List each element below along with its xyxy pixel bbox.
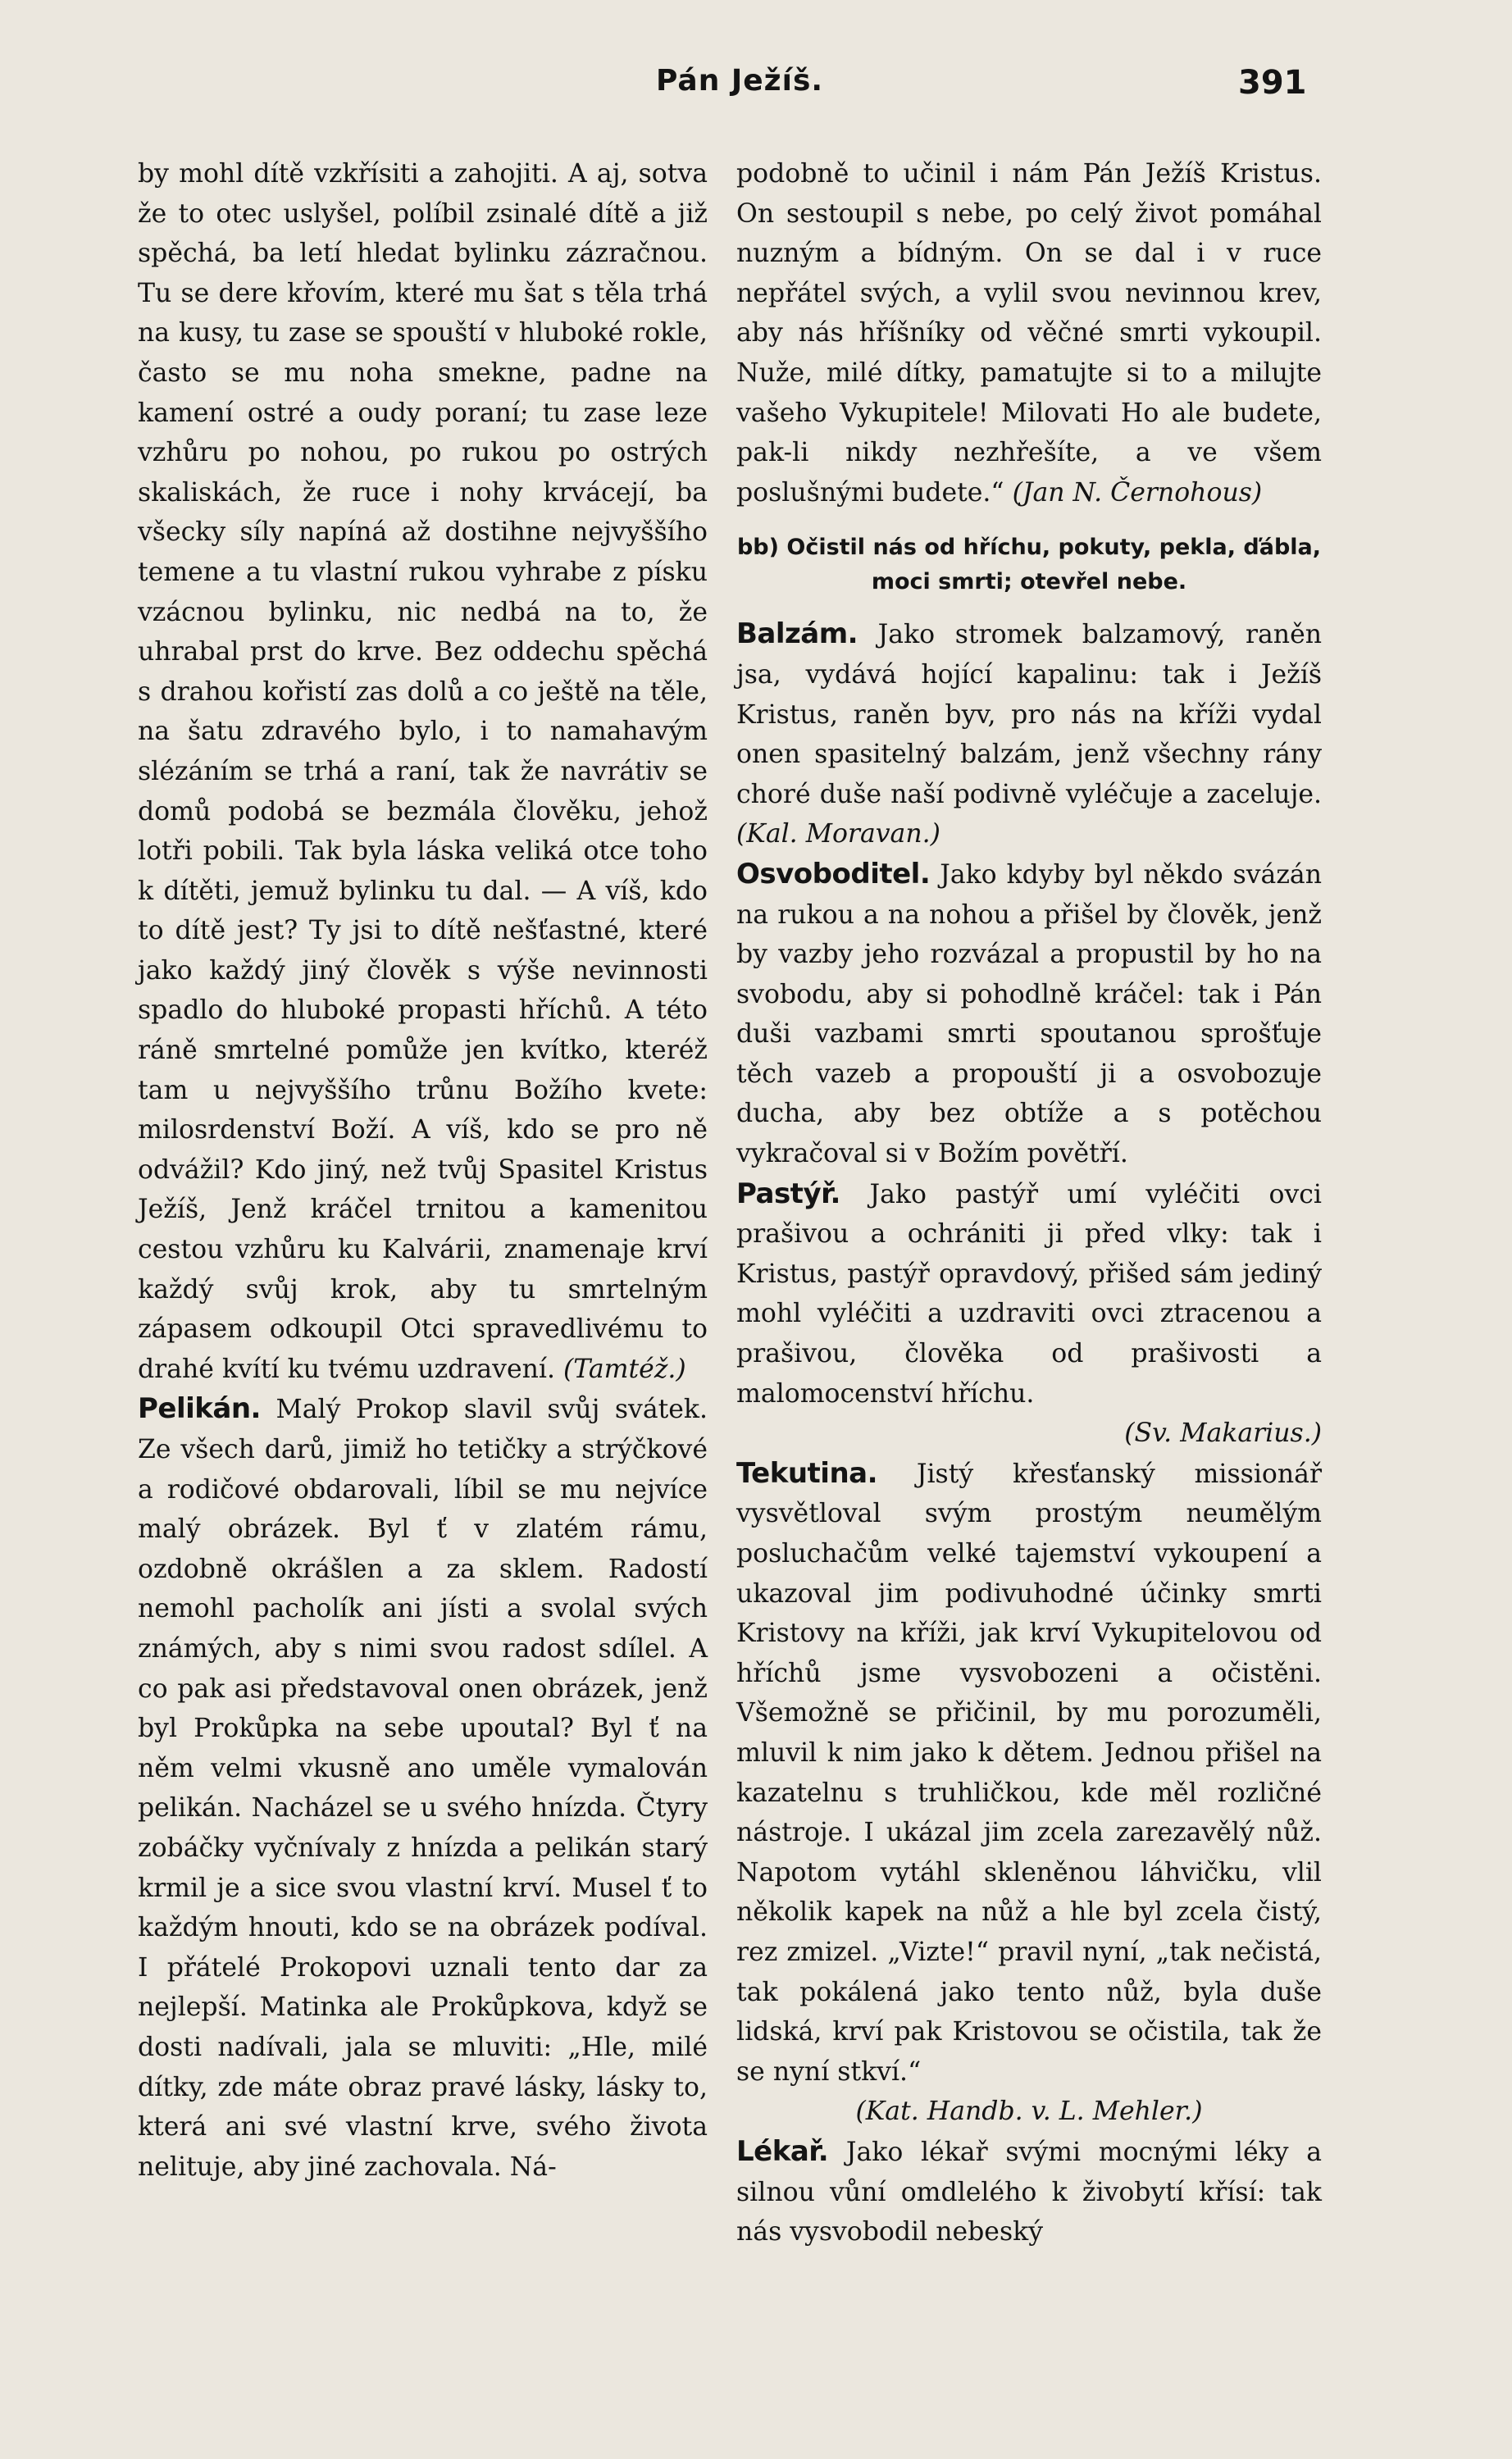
paragraph xyxy=(736,2132,1322,2252)
left-column xyxy=(138,154,708,2187)
entry-keyword: Lékař. xyxy=(736,2134,829,2168)
paragraph xyxy=(138,1389,708,2187)
source-citation: (Sv. Makarius.) xyxy=(1124,1418,1322,1449)
right-column xyxy=(736,154,1322,2252)
paragraph-text: Jistý křesťanský missionář vysvětloval svým prostým neumělým posluchačům velké tajemství vykoupení a ukazoval jim podivuhodné účinky smrti Kristovy na kříži, jak krví Vykupitelovou od hříchů jsme vysvobozeni a očistěni. Všemožně se přičinil, by mu porozuměli, mluvil k nim jako k dětem. Jednou přišel na kazatelnu s truhličkou, kde měl rozličné nástroje. I ukázal jim zcela zarezavělý nůž. Napotom vytáhl skleněnou láhvičku, vlil několik kapek na nůž a hle byl zcela čistý, rez zmizel. „Vizte!“ pravil nyní, „tak nečistá, tak pokálená jako tento nůž, byla duše lidská, krví pak Kristovou se očistila, tak že se nyní stkví.“ xyxy=(736,1459,1322,2087)
paragraph xyxy=(138,154,708,1389)
paragraph xyxy=(736,1174,1322,1414)
paragraph-text: Jako kdyby byl někdo svázán na rukou a na nohou a přišel by člověk, jenž by vazby jeho rozvázal a propustil by ho na svobodu, aby si pohodlně kráčel: tak i Pán duši vazbami smrti spoutanou sprošťuje těch vazeb a propouští ji a osvobozuje ducha, aby bez obtíže a s potěchou vykračoval si v Božím povětří. xyxy=(736,859,1323,1169)
paragraph xyxy=(736,854,1322,1174)
running-title: Pán Ježíš. xyxy=(656,64,824,98)
paragraph-text: Malý Prokop slavil svůj svátek. Ze všech darů, jimiž ho tetičky a strýčkové a rodičové obdarovali, líbil se mu nejvíce malý obrázek. Byl ť v zlatém rámu, ozdobně okrášlen a za sklem. Radostí nemohl pacholík ani jísti a svolal svých známých, aby s nimi svou radost sdílel. A co pak asi představoval onen obrázek, jenž byl Prokůpka na sebe upoutal? Byl ť na něm velmi vkusně ano uměle vymalován pelikán. Nacházel se u svého hnízda. Čtyry zobáčky vyčnívaly z hnízda a pelikán starý krmil je a sice svou vlastní krví. Musel ť to každým hnouti, kdo se na obrázek podíval. I přátelé Prokopovi uznali tento dar za nejlepší. Matinka ale Prokůpkova, když se dosti nadívali, jala se mluviti: „Hle, milé dítky, zde máte obraz pravé lásky, lásky to, která ani své vlastní krve, svého života nelituje, aby jiné zachovala. Ná- xyxy=(138,1395,708,2182)
entry-keyword: Balzám. xyxy=(736,617,858,651)
paragraph-text: Jako stromek balzamový, raněn jsa, vydává hojící kapalinu: tak i Ježíš Kristus, raněn byv, pro nás na kříži vydal onen spasitelný balzám, jenž všechny rány choré duše naší podivně vyléčuje a zaceluje. xyxy=(736,620,1322,809)
entry-keyword: Pelikán. xyxy=(138,1392,261,1426)
paragraph xyxy=(736,1454,1322,2092)
entry-keyword: Pastýř. xyxy=(736,1177,840,1210)
paragraph-text: Jako lékař svými mocnými léky a silnou vůní omdlelého k živobytí křísí: tak nás vysvobodil nebeský xyxy=(736,2137,1323,2247)
entry-keyword: Osvoboditel. xyxy=(736,857,931,890)
source-citation: (Kal. Moravan.) xyxy=(736,819,940,849)
paragraph xyxy=(736,614,1322,854)
section-subheading: bb) Očistil nás od hříchu, pokuty, pekla, ďábla, moci smrti; otevřel nebe. xyxy=(736,535,1322,595)
source-citation: (Tamtéž.) xyxy=(563,1354,686,1384)
source-citation: (Kat. Handb. v. L. Mehler.) xyxy=(855,2097,1203,2127)
paragraph-text: podobně to učinil i nám Pán Ježíš Kristus. On sestoupil s nebe, po celý život pomáhal nuzným a bídným. On se dal i v ruce nepřátel svých, a vylil svou nevinnou krev, aby nás hříšníky od věčné smrti vykoupil. Nuže, milé dítky, pamatujte si to a milujte vašeho Vykupitele! Milovati Ho ale budete, pak-li nikdy nezhřešíte, a ve všem poslušnými budete.“ xyxy=(736,159,1322,508)
paragraph-text: Jako pastýř umí vyléčiti ovci prašivou a ochrániti ji před vlky: tak i Kristus, pastýř opravdový, přišed sám jediný mohl vyléčiti a uzdraviti ovci ztracenou a prašivou, člověka od prašivosti a malomocenství hříchu. xyxy=(736,1179,1322,1409)
page-header xyxy=(0,64,1512,113)
paragraph-text: by mohl dítě vzkřísiti a zahojiti. A aj, sotva že to otec uslyšel, políbil zsinalé dítě a již spěchá, ba letí hledat bylinku zázračnou. Tu se dere křovím, které mu šat s těla trhá na kusy, tu zase se spouští v hluboké rokle, často se mu noha smekne, padne na kamení ostré a oudy poraní; tu zase leze vzhůru po nohou, po rukou po ostrých skaliskách, že ruce i nohy krvácejí, ba všecky síly napíná až dostihne nejvyššího temene a tu vlastní rukou vyhrabe z písku vzácnou bylinku, nic nedbá na to, že uhrabal prst do krve. Bez oddechu spěchá s drahou kořistí zas dolů a co ještě na těle, na šatu zdravého bylo, i to namahavým slézáním se trhá a raní, tak že navrátiv se domů podobá se bezmála člověku, jehož lotři pobili. Tak byla láska veliká otce toho k dítěti, jemuž bylinku tu dal. — A víš, kdo to dítě jest? Ty jsi to dítě nešťastné, které jako každý jiný člověk s výše nevinnosti spadlo do hluboké propasti hříchů. A této ráně smrtelné pomůže jen kvítko, kteréž tam u nejvyššího trůnu Božího kvete: milosrdenství Boží. A víš, kdo se pro ně odvážil? Kdo jiný, než tvůj Spasitel Kristus Ježíš, Jenž kráčel trnitou a kamenitou cestou vzhůru ku Kalvárii, znamenaje krví každý svůj krok, aby tu smrtelným zápasem odkoupil Otci spravedlivému to drahé kvítí ku tvému uzdravení. xyxy=(138,159,708,1384)
page-number: 391 xyxy=(1238,64,1307,102)
source-citation: (Jan N. Černohous) xyxy=(1012,477,1263,508)
paragraph xyxy=(736,154,1322,512)
entry-keyword: Tekutina. xyxy=(736,1456,878,1490)
